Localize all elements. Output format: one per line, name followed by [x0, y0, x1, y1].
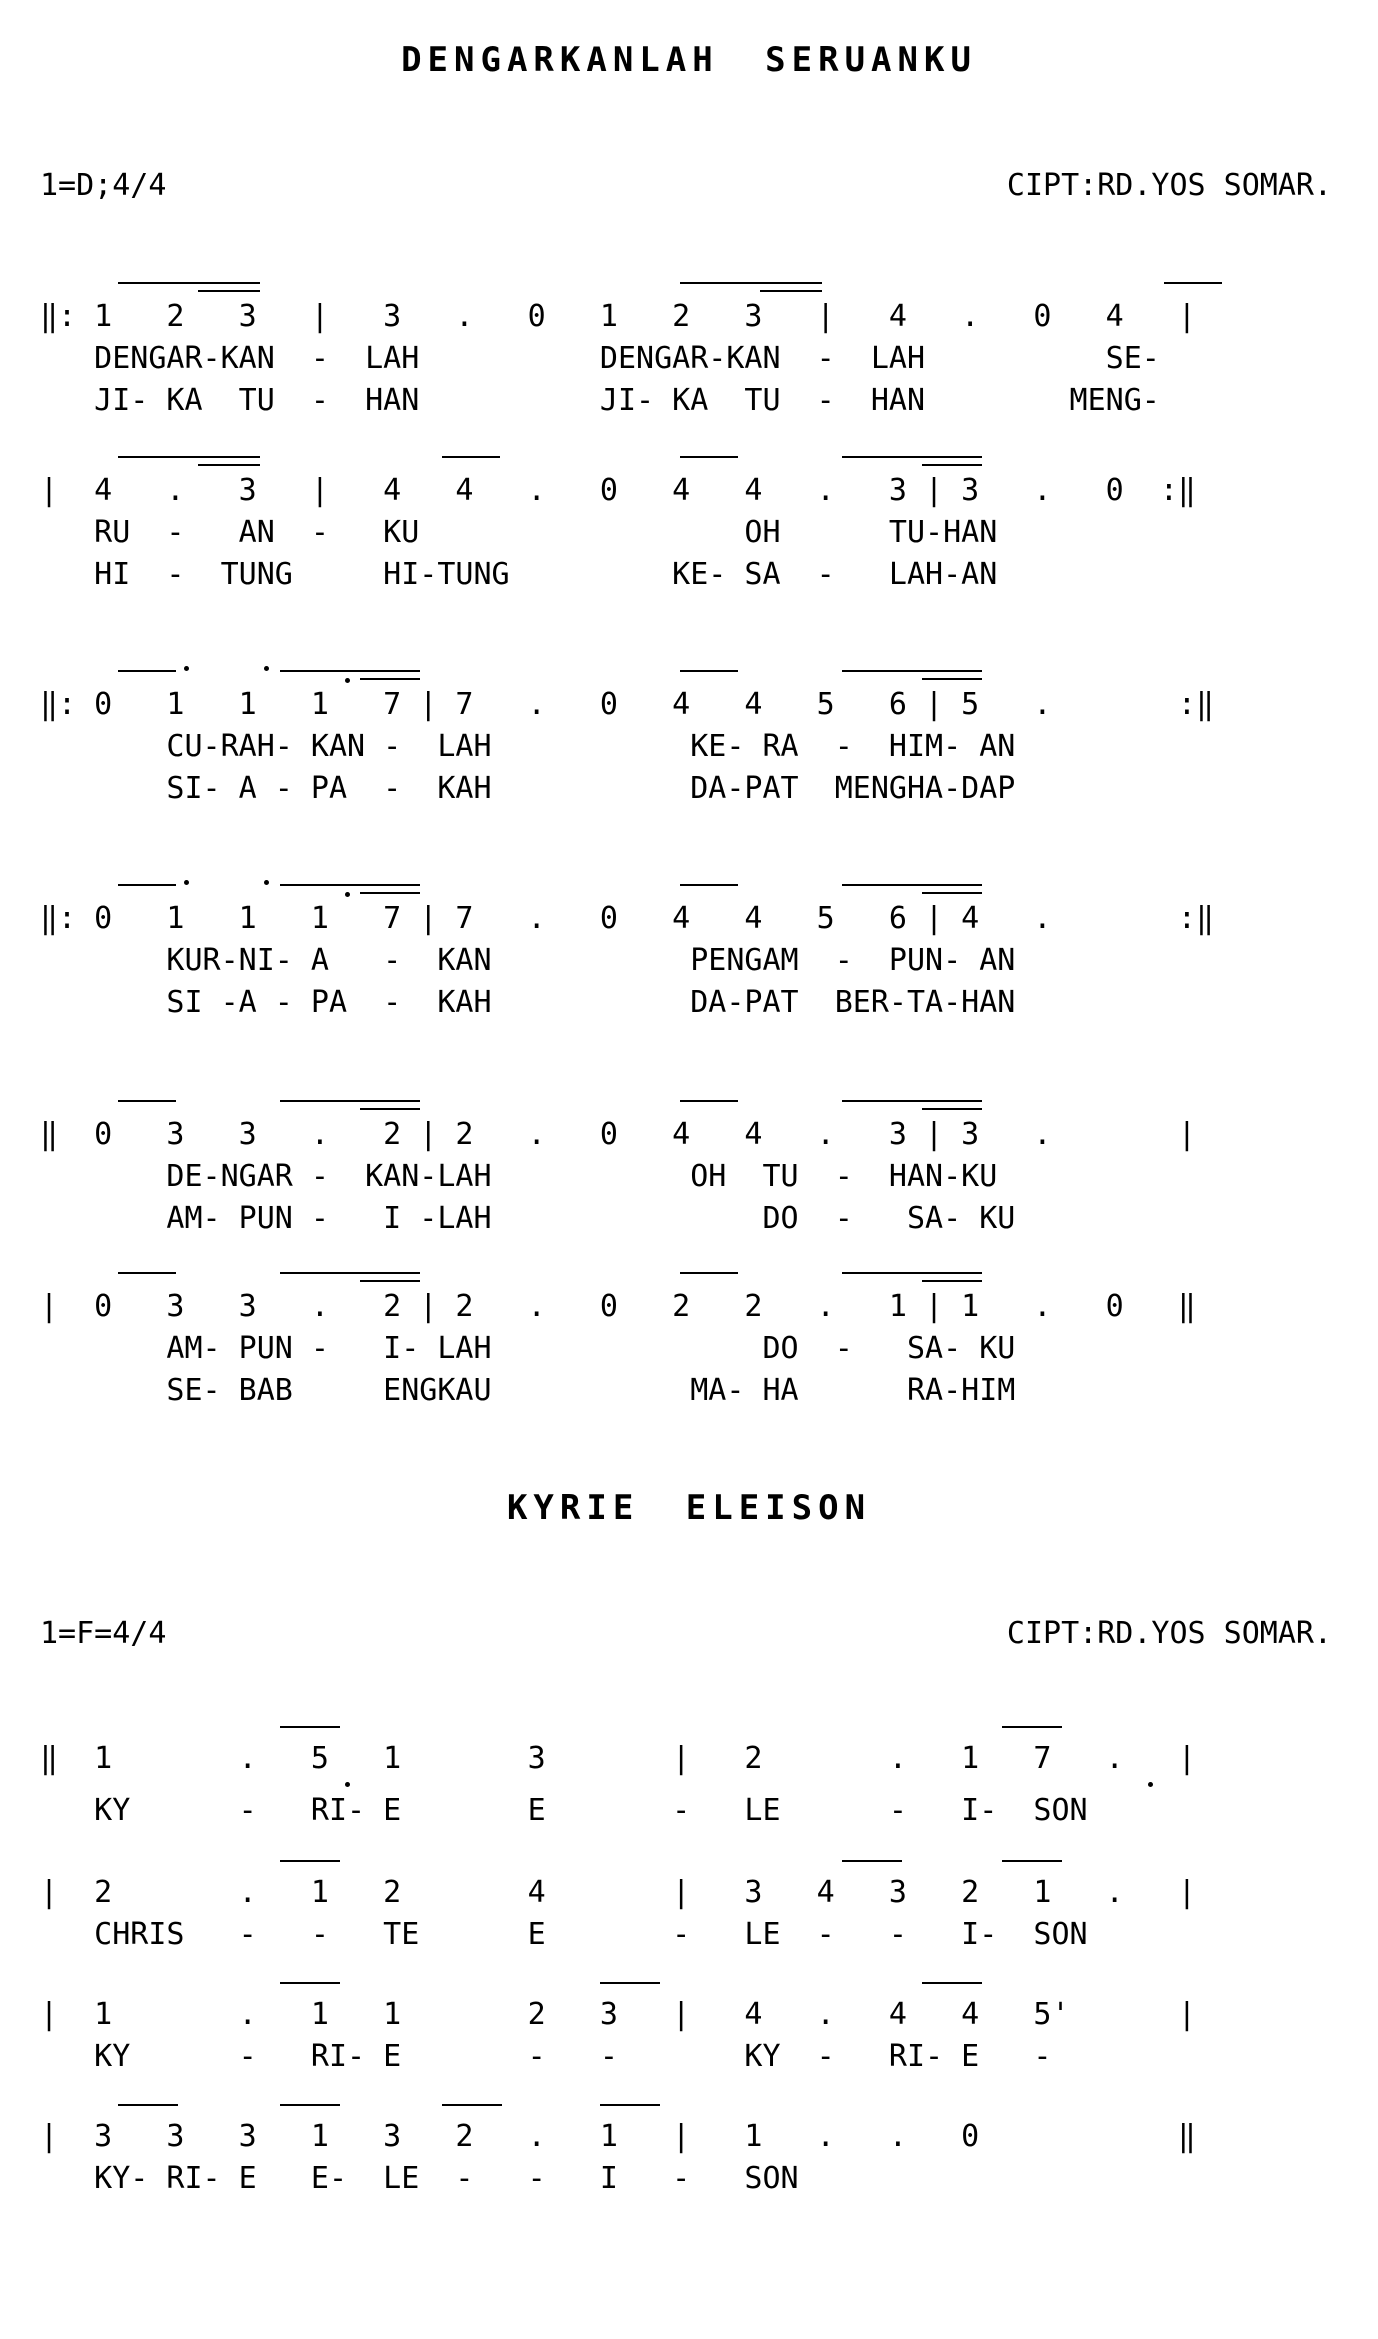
- beam-line: [922, 1982, 982, 1984]
- notation-row: ‖ 0 3 3 . 2 | 2 . 0 4 4 . 3 | 3 . |: [40, 1117, 1196, 1152]
- beam-line: [280, 670, 420, 672]
- beam-line: [842, 456, 982, 458]
- beam-line: [842, 1860, 902, 1862]
- octave-dot: [345, 1782, 350, 1787]
- octave-dot: [1148, 1782, 1153, 1787]
- lyric-line: AM- PUN - I -LAH DO - SA- KU: [40, 1201, 1016, 1236]
- lyric-line: KY- RI- E E- LE - - I - SON: [40, 2161, 799, 2196]
- beam-line: [360, 1280, 420, 1282]
- beam-line: [118, 670, 176, 672]
- notation-row: | 1 . 1 1 2 3 | 4 . 4 4 5' |: [40, 1997, 1196, 2032]
- beam-line: [198, 290, 260, 292]
- lyric-line: SI- A - PA - KAH DA-PAT MENGHA-DAP: [40, 771, 1016, 806]
- beam-line: [118, 282, 260, 284]
- beam-line: [680, 670, 738, 672]
- lyric-line: KY - RI- E E - LE - I- SON: [40, 1793, 1088, 1828]
- beam-line: [600, 2104, 660, 2106]
- beam-line: [1002, 1860, 1062, 1862]
- beam-line: [922, 678, 982, 680]
- beam-line: [360, 678, 420, 680]
- beam-line: [280, 884, 420, 886]
- lyric-line: KY - RI- E - - KY - RI- E -: [40, 2039, 1052, 2074]
- notation-row: ‖ 1 . 5 1 3 | 2 . 1 7 . |: [40, 1741, 1196, 1776]
- notation-row: | 4 . 3 | 4 4 . 0 4 4 . 3 | 3 . 0 :‖: [40, 473, 1196, 508]
- beam-line: [922, 892, 982, 894]
- lyric-line: JI- KA TU - HAN JI- KA TU - HAN MENG-: [40, 383, 1160, 418]
- beam-line: [280, 1272, 420, 1274]
- beam-line: [922, 1280, 982, 1282]
- beam-line: [360, 1108, 420, 1110]
- lyric-line: HI - TUNG HI-TUNG KE- SA - LAH-AN: [40, 557, 998, 592]
- beam-line: [680, 884, 738, 886]
- octave-dot: [345, 678, 350, 683]
- dot-mark: [184, 666, 189, 671]
- beam-line: [118, 884, 176, 886]
- notation-row: | 3 3 3 1 3 2 . 1 | 1 . . 0 ‖: [40, 2119, 1196, 2154]
- beam-line: [842, 884, 982, 886]
- notation-row: | 0 3 3 . 2 | 2 . 0 2 2 . 1 | 1 . 0 ‖: [40, 1289, 1196, 1324]
- lyric-line: DE-NGAR - KAN-LAH OH TU - HAN-KU: [40, 1159, 998, 1194]
- key-signature: 1=D;4/4: [40, 168, 167, 203]
- song-title: KYRIE ELEISON: [506, 1488, 872, 1528]
- beam-line: [842, 1272, 982, 1274]
- beam-line: [922, 464, 982, 466]
- beam-line: [600, 1982, 660, 1984]
- dot-mark: [184, 880, 189, 885]
- notation-row: | 2 . 1 2 4 | 3 4 3 2 1 . |: [40, 1875, 1196, 1910]
- lyric-line: CHRIS - - TE E - LE - - I- SON: [40, 1917, 1088, 1952]
- beam-line: [842, 1100, 982, 1102]
- dot-mark: [264, 880, 269, 885]
- beam-line: [118, 456, 260, 458]
- beam-line: [280, 1100, 420, 1102]
- beam-line: [118, 2104, 178, 2106]
- beam-line: [280, 1860, 340, 1862]
- lyric-line: CU-RAH- KAN - LAH KE- RA - HIM- AN: [40, 729, 1016, 764]
- beam-line: [760, 290, 822, 292]
- composer-credit: CIPT:RD.YOS SOMAR.: [1006, 168, 1332, 203]
- lyric-line: SE- BAB ENGKAU MA- HA RA-HIM: [40, 1373, 1016, 1408]
- octave-dot: [345, 892, 350, 897]
- lyric-line: DENGAR-KAN - LAH DENGAR-KAN - LAH SE-: [40, 341, 1160, 376]
- notation-row: ‖: 1 2 3 | 3 . 0 1 2 3 | 4 . 0 4 |: [40, 299, 1196, 334]
- key-signature: 1=F=4/4: [40, 1616, 167, 1651]
- dot-mark: [264, 666, 269, 671]
- beam-line: [442, 2104, 502, 2106]
- beam-line: [680, 1272, 738, 1274]
- notation-row: ‖: 0 1 1 1 7 | 7 . 0 4 4 5 6 | 5 . :‖: [40, 687, 1214, 722]
- composer-credit: CIPT:RD.YOS SOMAR.: [1006, 1616, 1332, 1651]
- beam-line: [680, 456, 738, 458]
- beam-line: [360, 892, 420, 894]
- beam-line: [922, 1108, 982, 1110]
- beam-line: [118, 1100, 176, 1102]
- beam-line: [680, 282, 822, 284]
- song-title: DENGARKANLAH SERUANKU: [401, 40, 977, 80]
- beam-line: [842, 670, 982, 672]
- beam-line: [442, 456, 500, 458]
- beam-line: [280, 1726, 340, 1728]
- beam-line: [198, 464, 260, 466]
- beam-line: [280, 1982, 340, 1984]
- beam-line: [280, 2104, 340, 2106]
- beam-line: [1002, 1726, 1062, 1728]
- lyric-line: AM- PUN - I- LAH DO - SA- KU: [40, 1331, 1016, 1366]
- lyric-line: RU - AN - KU OH TU-HAN: [40, 515, 998, 550]
- beam-line: [118, 1272, 176, 1274]
- beam-line: [1164, 282, 1222, 284]
- beam-line: [680, 1100, 738, 1102]
- notation-row: ‖: 0 1 1 1 7 | 7 . 0 4 4 5 6 | 4 . :‖: [40, 901, 1214, 936]
- lyric-line: KUR-NI- A - KAN PENGAM - PUN- AN: [40, 943, 1016, 978]
- lyric-line: SI -A - PA - KAH DA-PAT BER-TA-HAN: [40, 985, 1016, 1020]
